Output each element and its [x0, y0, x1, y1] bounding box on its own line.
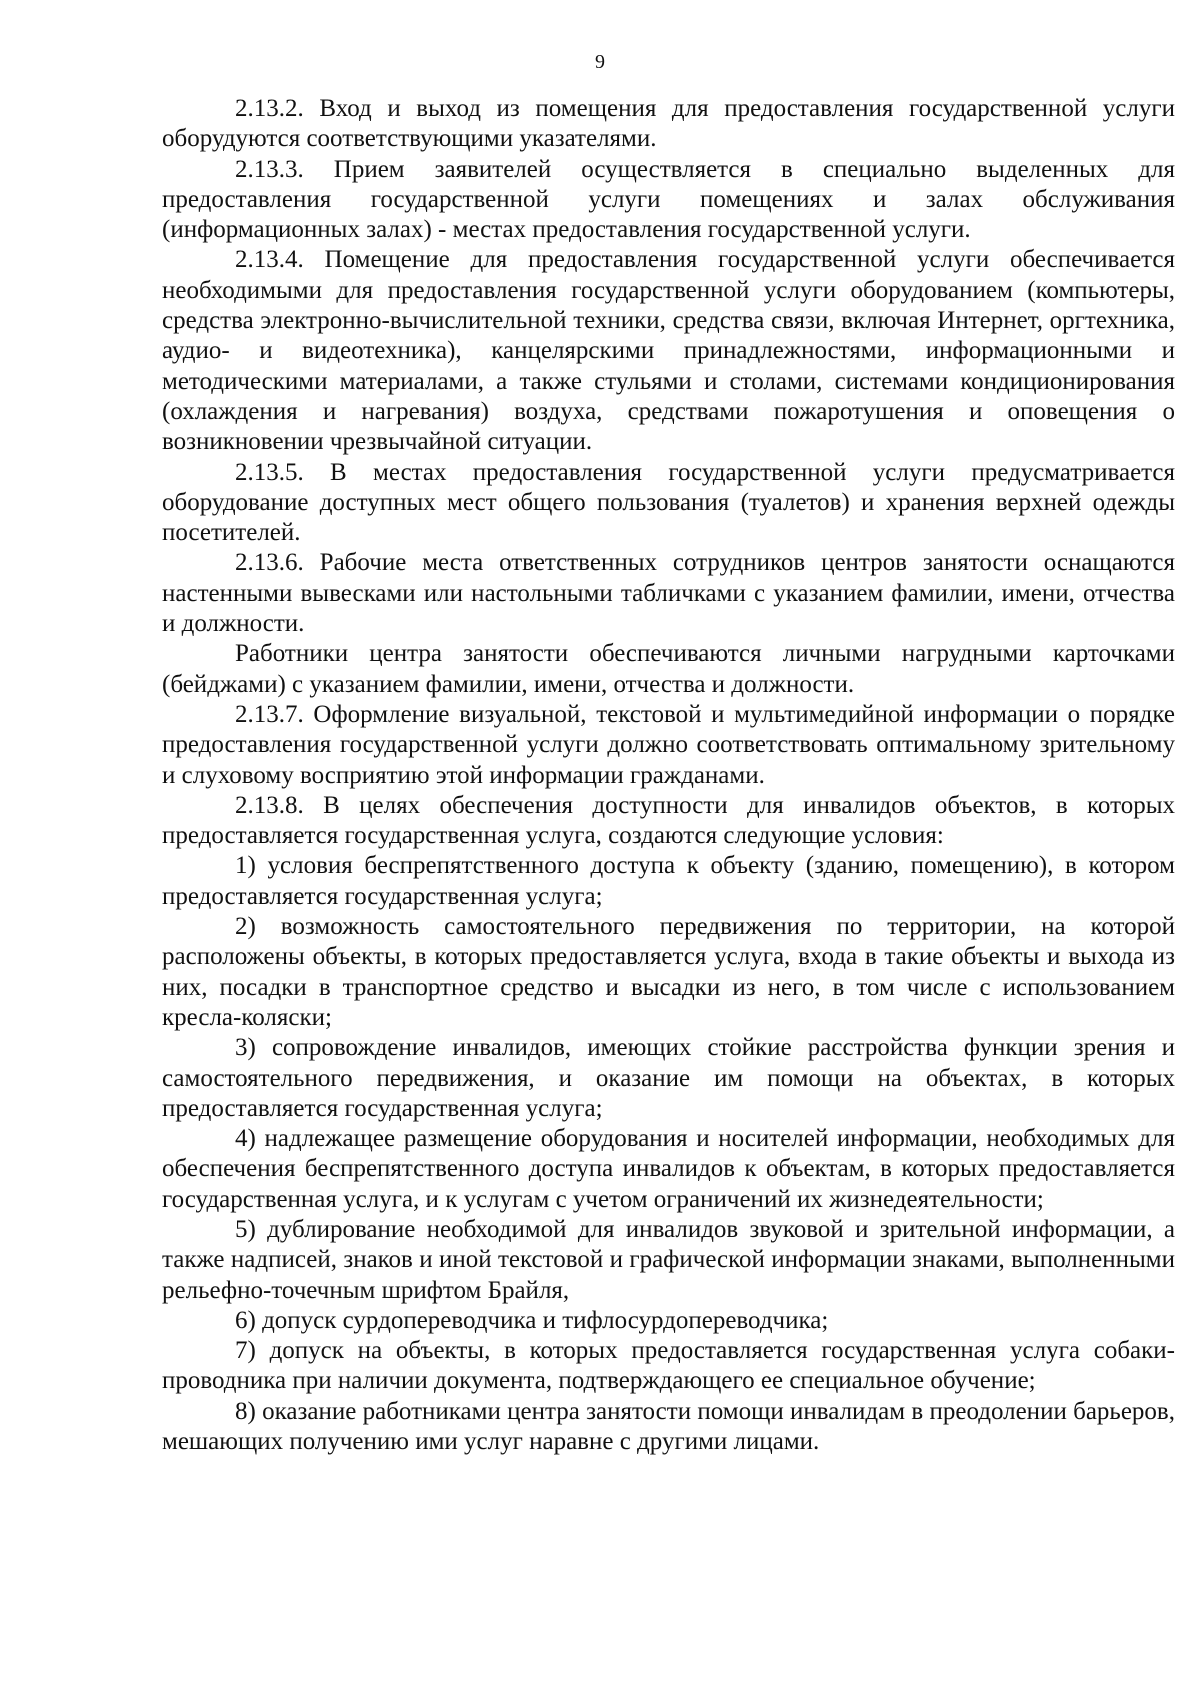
- paragraph-2-13-5: 2.13.5. В местах предоставления государственной услуги предусматривается оборудование доступных мест общего пользования (туалетов) и хранения верхней одежды посетителей.: [162, 458, 1175, 547]
- list-item-6: 6) допуск сурдопереводчика и тифлосурдопереводчика;: [235, 1306, 829, 1334]
- page-number: 9: [595, 51, 605, 73]
- paragraph-2-13-3: 2.13.3. Прием заявителей осуществляется в специально выделенных для предоставления государственной услуги помещениях и залах обслуживания (информационных залах) - местах предоставления государственной услуги.: [162, 155, 1175, 244]
- paragraph-2-13-2: 2.13.2. Вход и выход из помещения для предоставления государственной услуги оборудуются соответствующими указателями.: [162, 95, 1175, 153]
- list-item-7: 7) допуск на объекты, в которых предоставляется государственная услуга собаки-проводника при наличии документа, подтверждающего ее специальное обучение;: [162, 1337, 1175, 1395]
- list-item-5: 5) дублирование необходимой для инвалидов звуковой и зрительной информации, а также надписей, знаков и иной текстовой и графической информации знаками, выполненными рельефно-точечным шрифтом Брайля,: [162, 1215, 1175, 1304]
- list-item-3: 3) сопровождение инвалидов, имеющих стойкие расстройства функции зрения и самостоятельного передвижения, и оказание им помощи на объектах, в которых предоставляется государственная услуга;: [162, 1034, 1175, 1122]
- list-item-8: 8) оказание работниками центра занятости помощи инвалидам в преодолении барьеров, мешающих получению ими услуг наравне с другими лицами.: [162, 1397, 1175, 1456]
- paragraph-2-13-4: 2.13.4. Помещение для предоставления государственной услуги обеспечивается необходимыми для предоставления государственной услуги оборудованием (компьютеры, средства электронно-вычислительной техники, средства связи, включая Интернет, оргтехника, аудио- и видеотехника), канцелярскими принадлежностями, информационными и методическими материалами, а также стульями и столами, системами кондиционирования (охлаждения и нагревания) воздуха, средствами пожаротушения и оповещения о возникновении чрезвычайной ситуации.: [162, 246, 1175, 456]
- document-body: [162, 94, 1175, 1457]
- paragraph-2-13-6-staff-badges: Работники центра занятости обеспечиваются личными нагрудными карточками (бейджами) с указанием фамилии, имени, отчества и должности.: [162, 640, 1175, 698]
- paragraph-2-13-6: 2.13.6. Рабочие места ответственных сотрудников центров занятости оснащаются настенными вывесками или настольными табличками с указанием фамилии, имени, отчества и должности.: [162, 549, 1175, 638]
- paragraph-2-13-7: 2.13.7. Оформление визуальной, текстовой и мультимедийной информации о порядке предоставления государственной услуги должно соответствовать оптимальному зрительному и слуховому восприятию этой информации гражданами.: [162, 700, 1175, 789]
- paragraph-2-13-8: 2.13.8. В целях обеспечения доступности для инвалидов объектов, в которых предоставляется государственная услуга, создаются следующие условия:: [162, 791, 1175, 850]
- list-item-1: 1) условия беспрепятственного доступа к объекту (зданию, помещению), в котором предоставляется государственная услуга;: [162, 852, 1175, 910]
- list-item-2: 2) возможность самостоятельного передвижения по территории, на которой расположены объекты, в которых предоставляется услуга, входа в такие объекты и выхода из них, посадки в транспортное средство и высадки из него, в том числе с использованием кресла-коляски;: [162, 913, 1175, 1031]
- list-item-4: 4) надлежащее размещение оборудования и носителей информации, необходимых для обеспечения беспрепятственного доступа инвалидов к объектам, в которых предоставляется государственная услуга, и к услугам с учетом ограничений их жизнедеятельности;: [162, 1125, 1175, 1213]
